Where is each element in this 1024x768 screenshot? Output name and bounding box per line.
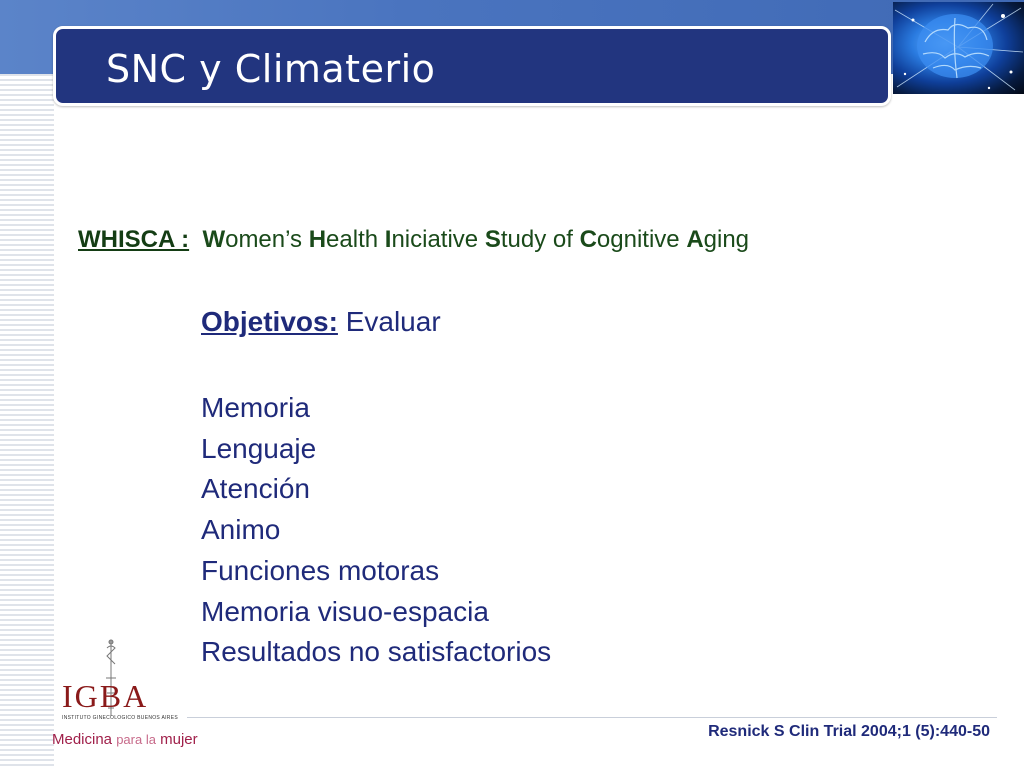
whisca-initial-c: C (579, 226, 597, 253)
whisca-word-a: ging (703, 226, 750, 253)
list-item: Memoria visuo-espacia (201, 595, 489, 627)
whisca-word-s: tudy of (500, 226, 573, 253)
whisca-initial-w: W (202, 226, 226, 253)
brain-illustration (893, 2, 1024, 94)
logo-tagline (52, 731, 198, 748)
logo-subtitle: INSTITUTO GINECOLOGICO BUENOS AIRES (62, 715, 178, 721)
logo-tagline-2: para la (116, 732, 156, 747)
title-box (53, 26, 891, 106)
whisca-initial-h: H (308, 226, 327, 253)
citation: Resnick S Clin Trial 2004;1 (5):440-50 (708, 723, 990, 740)
whisca-word-w: omen’s (225, 226, 303, 253)
list-item: Funciones motoras (201, 554, 440, 586)
whisca-word-i: niciative (391, 226, 479, 253)
objectives-heading (201, 306, 441, 338)
whisca-word-h: ealth (326, 226, 379, 253)
list-item: Lenguaje (201, 432, 317, 464)
list-item: Atención (201, 473, 310, 505)
logo-name: IGBA (62, 678, 149, 714)
list-item: Resultados no satisfactorios (201, 636, 552, 668)
objectives-list (201, 388, 551, 673)
whisca-initial-i: I (384, 226, 392, 253)
whisca-definition (78, 226, 749, 254)
whisca-initial-s: S (484, 226, 501, 253)
list-item: Animo (201, 514, 281, 546)
whisca-initial-a: A (686, 226, 704, 253)
whisca-label: WHISCA : (78, 226, 190, 253)
whisca-word-c: ognitive (596, 226, 680, 253)
logo-tagline-1: Medicina (52, 731, 113, 748)
objectives-label: Objetivos: (201, 306, 338, 337)
objectives-text: Evaluar (345, 306, 441, 337)
left-stripe-decoration (0, 74, 54, 768)
footer-divider (187, 717, 997, 718)
list-item: Memoria (201, 392, 310, 423)
igba-logo (52, 638, 198, 753)
logo-tagline-3: mujer (160, 731, 198, 748)
brain-image (893, 2, 1024, 94)
slide-title: SNC y Climaterio (106, 47, 436, 91)
